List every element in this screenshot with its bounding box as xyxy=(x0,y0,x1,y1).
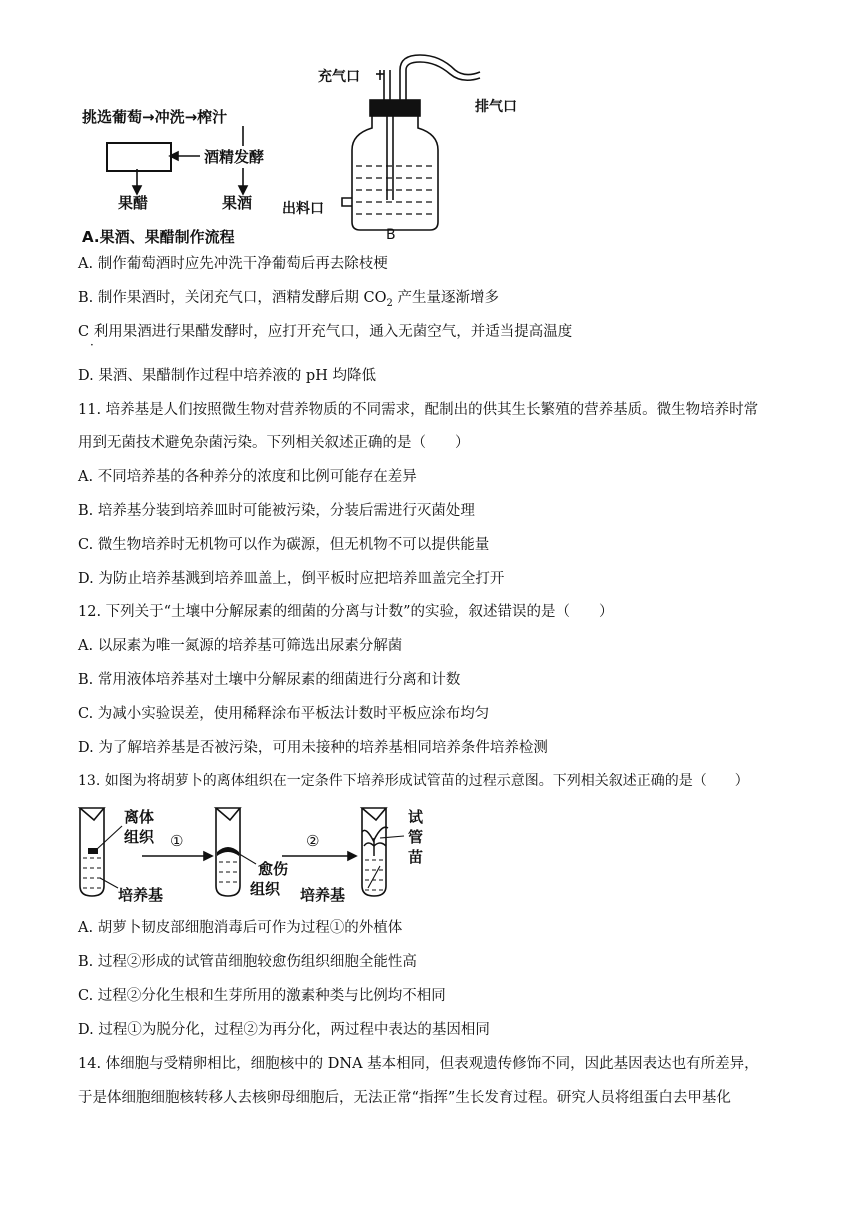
callus-label-1: 愈伤 xyxy=(258,860,289,878)
wine-label: 果酒 xyxy=(222,194,253,212)
seedling-label-1: 试 xyxy=(408,808,424,826)
tissue-label-1: 离体 xyxy=(124,808,155,826)
q10-option-b: B. 制作果酒时，关闭充气口，酒精发酵后期 $CO_2$ 产生量逐渐增多 xyxy=(78,290,499,309)
q10-option-d: D. 果酒、果醋制作过程中培养液的 pH 均降低 xyxy=(78,368,376,384)
q10-option-c: C 利用果酒进行果醋发酵时，应打开充气口，通入无菌空气，并适当提高温度 xyxy=(78,324,573,340)
q11-stem-line-2: 用到无菌技术避免杂菌污染。下列相关叙述正确的是（ ） xyxy=(78,435,470,451)
inlet-label: 充气口 xyxy=(318,69,360,85)
q13-option-c: C. 过程②分化生根和生芽所用的激素种类与比例均不相同 xyxy=(78,988,446,1004)
medium-label-2: 培养基 xyxy=(300,886,346,904)
q10-option-a: A. 制作葡萄酒时应先冲洗干净葡萄后再去除枝梗 xyxy=(78,256,388,272)
q12-option-c: C. 为减小实验误差，使用稀释涂布平板法计数时平板应涂布均匀 xyxy=(78,706,490,722)
q11-stem-line-1: 11. 培养基是人们按照微生物对营养物质的不同需求，配制出的供其生长繁殖的营养基质。微生物培养时常 xyxy=(78,402,759,418)
q13-option-d: D. 过程①为脱分化，过程②为再分化，两过程中表达的基因相同 xyxy=(78,1022,490,1038)
figure-b-caption: B xyxy=(386,227,396,243)
fermentation-label: 酒精发酵 xyxy=(204,148,265,166)
q12-option-a: A. 以尿素为唯一氮源的培养基可筛选出尿素分解菌 xyxy=(78,638,403,654)
q12-option-d: D. 为了解培养基是否被污染，可用未接种的培养基相同培养条件培养检测 xyxy=(78,740,548,756)
q13-option-a: A. 胡萝卜韧皮部细胞消毒后可作为过程①的外植体 xyxy=(78,920,403,936)
q11-option-b: B. 培养基分装到培养皿时可能被污染，分装后需进行灭菌处理 xyxy=(78,503,475,519)
step-1-label: ① xyxy=(170,832,184,850)
q11-option-a: A. 不同培养基的各种养分的浓度和比例可能存在差异 xyxy=(78,469,417,485)
flow-top-text: 挑选葡萄→冲洗→榨汁 xyxy=(82,108,228,126)
seedling-label-3: 苗 xyxy=(408,848,424,866)
q12-option-b: B. 常用液体培养基对土壤中分解尿素的细菌进行分离和计数 xyxy=(78,672,461,688)
q14-line-1: 14. 体细胞与受精卵相比，细胞核中的 DNA 基本相同，但表观遗传修饰不同，因此基因表达也有所差异， xyxy=(78,1056,759,1072)
vinegar-label: 果醋 xyxy=(118,194,149,212)
q13-stem: 13. 如图为将胡萝卜的离体组织在一定条件下培养形成试管苗的过程示意图。下列相关叙述正确的是（ ） xyxy=(78,773,749,789)
step-2-label: ② xyxy=(306,832,320,850)
q13-option-b: B. 过程②形成的试管苗细胞较愈伤组织细胞全能性高 xyxy=(78,954,417,970)
flow-caption: A.果酒、果醋制作流程 xyxy=(82,228,235,246)
discharge-label: 出料口 xyxy=(282,201,324,217)
q14-line-2: 于是体细胞细胞核转移人去核卵母细胞后，无法正常“指挥”生长发育过程。研究人员将组蛋白去甲基化 xyxy=(78,1090,731,1106)
q11-option-d: D. 为防止培养基溅到培养皿盖上，倒平板时应把培养皿盖完全打开 xyxy=(78,571,505,587)
q12-stem: 12. 下列关于“土壤中分解尿素的细菌的分离与计数”的实验，叙述错误的是（ ） xyxy=(78,604,614,620)
tissue-label-2: 组织 xyxy=(124,828,155,846)
seedling-label-2: 管 xyxy=(408,828,424,846)
q11-option-c: C. 微生物培养时无机物可以作为碳源，但无机物不可以提供能量 xyxy=(78,537,490,553)
medium-label-1: 培养基 xyxy=(118,886,164,904)
callus-label-2: 组织 xyxy=(250,880,281,898)
outlet-label: 排气口 xyxy=(475,99,517,115)
option-dot: · xyxy=(90,338,94,352)
